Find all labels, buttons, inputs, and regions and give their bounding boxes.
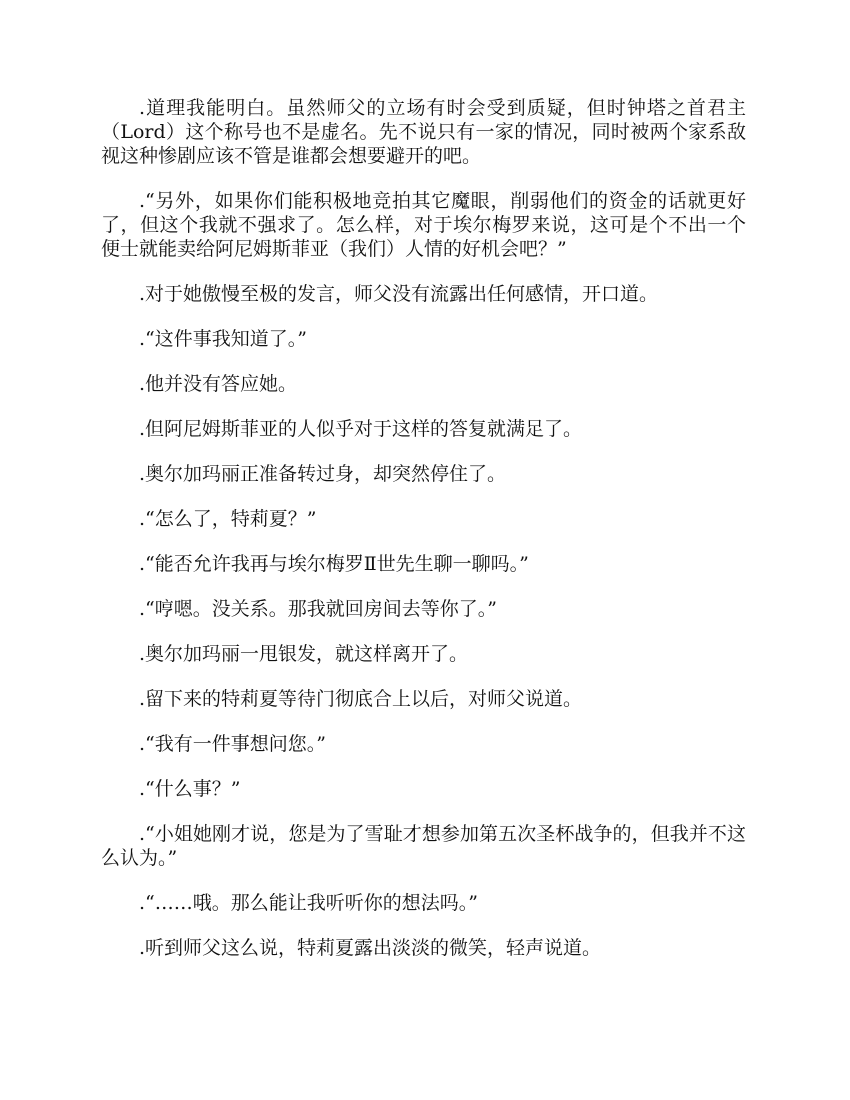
paragraph: .听到师父这么说，特莉夏露出淡淡的微笑，轻声说道。 bbox=[139, 937, 602, 959]
paragraph: .奥尔加玛丽一甩银发，就这样离开了。 bbox=[139, 643, 469, 665]
document-page bbox=[101, 96, 746, 981]
paragraph: .“哼嗯。没关系。那我就回房间去等你了。” bbox=[139, 598, 497, 620]
paragraph: .他并没有答应她。 bbox=[139, 373, 298, 395]
paragraph: .奥尔加玛丽正准备转过身，却突然停住了。 bbox=[139, 463, 507, 485]
paragraph: .“什么事？” bbox=[139, 778, 241, 800]
paragraph: .“怎么了，特莉夏？” bbox=[139, 508, 317, 530]
paragraph: .留下来的特莉夏等待门彻底合上以后，对师父说道。 bbox=[139, 688, 583, 710]
paragraph: .“能否允许我再与埃尔梅罗Ⅱ世先生聊一聊吗。” bbox=[139, 553, 529, 575]
paragraph: .“另外，如果你们能积极地竞拍其它魔眼，削弱他们的资金的话就更好了，但这个我就不强求了。怎么样，对于埃尔梅罗来说，这可是个不出一个便士就能卖给阿尼姆斯菲亚（我们）人情的好机会吧？” bbox=[101, 190, 746, 260]
paragraph: .“小姐她刚才说，您是为了雪耻才想参加第五次圣杯战争的，但我并不这么认为。” bbox=[101, 823, 746, 869]
paragraph: .道理我能明白。虽然师父的立场有时会受到质疑，但时钟塔之首君主（Lord）这个称号也不是虚名。先不说只有一家的情况，同时被两个家系敌视这种惨剧应该不管是谁都会想要避开的吧。 bbox=[101, 97, 746, 167]
paragraph: .“我有一件事想问您。” bbox=[139, 733, 326, 755]
paragraph: .“……哦。那么能让我听听你的想法吗。” bbox=[139, 892, 478, 914]
paragraph: .对于她傲慢至极的发言，师父没有流露出任何感情，开口道。 bbox=[139, 283, 659, 305]
paragraph: .但阿尼姆斯菲亚的人似乎对于这样的答复就满足了。 bbox=[139, 418, 583, 440]
paragraph: .“这件事我知道了。” bbox=[139, 328, 307, 350]
